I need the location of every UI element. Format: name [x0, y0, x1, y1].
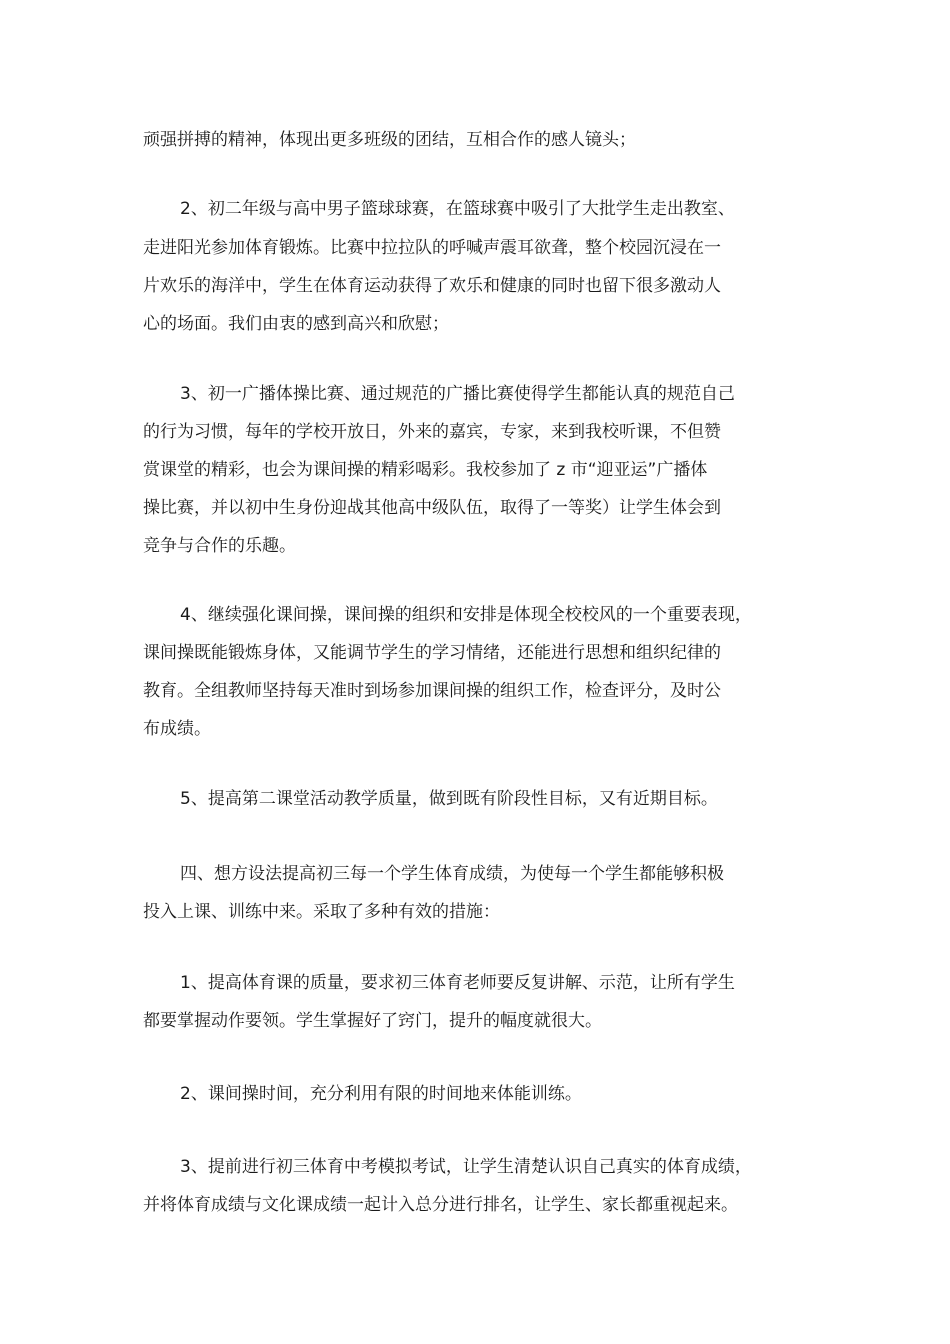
paragraph-line: 2、课间操时间，充分利用有限的时间地来体能训练。 — [180, 1084, 582, 1104]
paragraph-line: 布成绩。 — [143, 719, 211, 739]
paragraph-line: 4、继续强化课间操，课间操的组织和安排是体现全校校风的一个重要表现， — [180, 605, 752, 625]
paragraph-line: 5、提高第二课堂活动教学质量，做到既有阶段性目标，又有近期目标。 — [180, 789, 718, 809]
paragraph-line: 都要掌握动作要领。学生掌握好了窍门，提升的幅度就很大。 — [143, 1011, 602, 1031]
paragraph-line: 走进阳光参加体育锻炼。比赛中拉拉队的呼喊声震耳欲聋，整个校园沉浸在一 — [143, 238, 721, 258]
paragraph-line: 3、初一广播体操比赛、通过规范的广播比赛使得学生都能认真的规范自己 — [180, 384, 735, 404]
paragraph-line: 顽强拼搏的精神，体现出更多班级的团结，互相合作的感人镜头； — [143, 130, 636, 150]
paragraph-line: 竞争与合作的乐趣。 — [143, 536, 296, 556]
paragraph-line: 心的场面。我们由衷的感到高兴和欣慰； — [143, 314, 449, 334]
paragraph-line: 操比赛，并以初中生身份迎战其他高中级队伍，取得了一等奖）让学生体会到 — [143, 498, 721, 518]
paragraph-line: 四、想方设法提高初三每一个学生体育成绩，为使每一个学生都能够积极 — [180, 864, 724, 884]
paragraph-line: 投入上课、训练中来。采取了多种有效的措施： — [143, 902, 500, 922]
paragraph-line: 并将体育成绩与文化课成绩一起计入总分进行排名，让学生、家长都重视起来。 — [143, 1195, 738, 1215]
paragraph-line: 1、提高体育课的质量，要求初三体育老师要反复讲解、示范，让所有学生 — [180, 973, 735, 993]
paragraph-line: 2、初二年级与高中男子篮球球赛，在篮球赛中吸引了大批学生走出教室、 — [180, 199, 735, 219]
paragraph-line: 3、提前进行初三体育中考模拟考试，让学生清楚认识自己真实的体育成绩， — [180, 1157, 752, 1177]
paragraph-line: 的行为习惯，每年的学校开放日，外来的嘉宾，专家，来到我校听课，不但赞 — [143, 422, 721, 442]
paragraph-line: 赏课堂的精彩，也会为课间操的精彩喝彩。我校参加了 z 市“迎亚运”广播体 — [143, 460, 708, 480]
paragraph-line: 教育。全组教师坚持每天准时到场参加课间操的组织工作，检查评分，及时公 — [143, 681, 721, 701]
paragraph-line: 课间操既能锻炼身体，又能调节学生的学习情绪，还能进行思想和组织纪律的 — [143, 643, 721, 663]
paragraph-line: 片欢乐的海洋中，学生在体育运动获得了欢乐和健康的同时也留下很多激动人 — [143, 276, 721, 296]
